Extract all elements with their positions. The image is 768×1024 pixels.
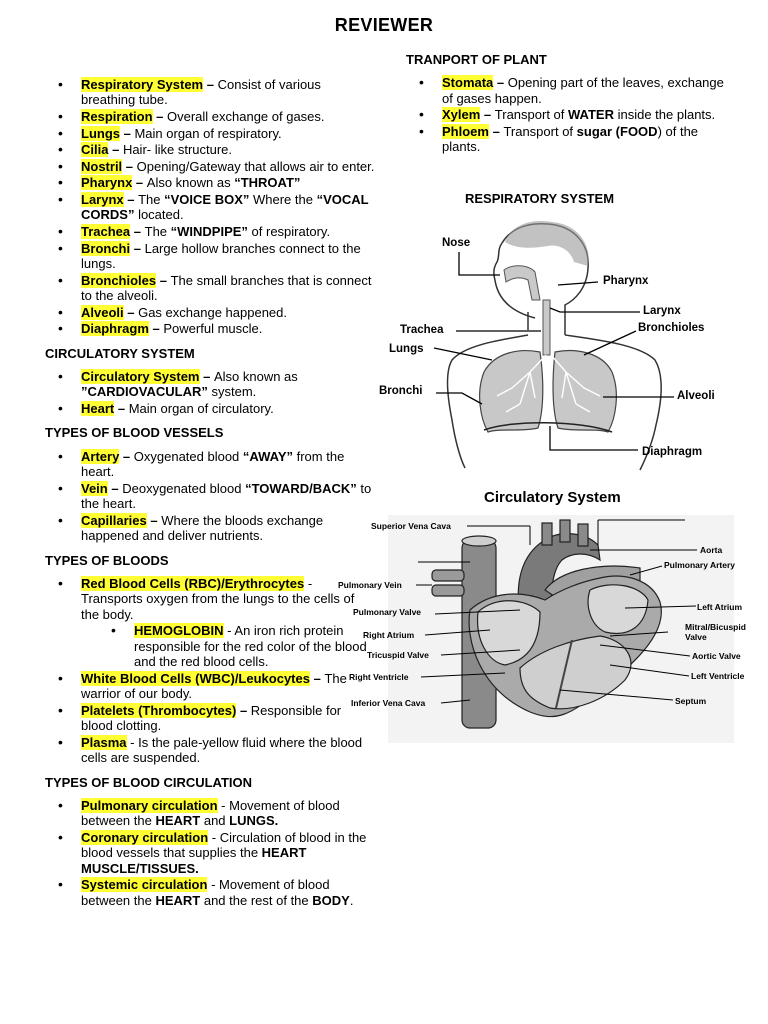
term-highlight: Systemic circulation [81,877,208,893]
term-separator: - [207,877,220,893]
definition-text: Powerful muscle. [163,321,263,337]
emphasis-text: ”CARDIOVACULAR” [81,384,208,400]
term-highlight: Artery [81,448,120,464]
label-septum: Septum [675,696,707,706]
term-highlight: Stomata [442,75,494,91]
definition-text: Opening part of the leaves, exchange of gases happen. [442,75,724,106]
label-aorta: Aorta [700,545,723,555]
term-highlight: Circulatory System [81,368,200,384]
definition-text: Also known as [146,175,235,191]
emphasis-text: “VOCAL CORDS” [81,191,369,223]
label-pulmonary-valve: Pulmonary Valve [353,607,422,617]
plant-heading: TRANPORT OF PLANT [406,52,547,67]
definition-text: Also known as [213,368,298,384]
label-alveoli: Alveoli [677,390,715,402]
term-separator: – [107,480,123,496]
definition-text: Responsible for blood clotting. [81,702,342,734]
definition-text: Opening/Gateway that allows air to enter. [136,158,375,174]
emphasis-text: LUNGS. [229,813,279,829]
label-trachea: Trachea [400,324,444,336]
term-separator: – [148,321,164,337]
definition-text: Deoxygenated blood [122,480,246,496]
term-separator: - [304,576,313,591]
definition-text: Hair- like structure. [122,142,233,158]
term-highlight: Bronchi [81,240,131,256]
term-highlight: Respiration [81,109,153,124]
term-separator: – [156,272,171,288]
definition-text: Large hollow branches connect to the lungs. [81,240,361,271]
label-right-atrium: Right Atrium [363,630,415,640]
term-highlight: Plasma [81,734,127,750]
definition-text: Transports oxygen from the lungs to the cells of the body. [81,591,355,622]
term-highlight: Phloem [442,124,489,139]
term-highlight: Vein [81,480,108,496]
term-separator: – [130,223,145,239]
definition-text: Consist of various breathing tube. [81,77,321,108]
label-superior-vena-cava: Superior Vena Cava [371,521,451,531]
definition-text: system. [207,384,257,400]
term-separator: – [488,124,504,139]
definition-text: Main organ of circulatory. [128,400,274,416]
term-separator: – [309,670,325,686]
definition-text: Gas exchange happened. [138,304,287,320]
term-highlight: Red Blood Cells (RBC)/Erythrocytes [81,576,305,591]
definition-text: The small branches that is connect to the alveoli. [81,272,372,303]
bloods-heading: TYPES OF BLOODS [45,552,169,568]
term-highlight: Heart [81,400,115,416]
emphasis-text: WATER [568,107,614,123]
definition-text: Overall exchange of gases. [166,109,325,124]
term-highlight: Lungs [81,125,120,141]
label-lungs: Lungs [389,343,424,355]
label-mitral-valve: Mitral/Bicuspid Valve [685,622,746,642]
label-bronchi: Bronchi [379,385,423,397]
definition-text: located. [134,207,184,223]
term-separator: - [223,623,235,639]
term-separator: - [126,734,139,750]
term-separator: – [132,175,147,191]
term-separator: - [208,830,220,846]
term-separator: – [123,191,139,207]
respiratory-diagram-title: RESPIRATORY SYSTEM [465,191,615,206]
circulatory-heading: CIRCULATORY SYSTEM [45,345,195,361]
term-highlight: White Blood Cells (WBC)/Leukocytes [81,670,310,686]
term-highlight: Nostril [81,158,123,174]
definition-text: Is the pale-yellow fluid where the blood cells are suspended. [81,734,363,766]
definition-text: from the heart. [81,448,345,480]
term-separator: – [130,240,145,256]
definition-text: to the heart. [81,480,372,512]
label-pulmonary-artery: Pulmonary Artery [664,560,736,570]
term-highlight: Capillaries [81,512,147,528]
term-separator: – [146,512,162,528]
term-highlight: Cilia [81,142,109,158]
term-separator: – [122,158,137,174]
definition-text: ) of the plants. [442,124,699,155]
term-separator: – [114,400,129,416]
definition-text: . [349,892,354,908]
definition-text: Main organ of respiratory. [134,125,282,141]
definition-text: An iron rich protein responsible for the red color of the blood and the red blood cells. [134,623,367,670]
definition-text: Where the [249,191,317,207]
blood-vessels-heading: TYPES OF BLOOD VESSELS [45,425,224,441]
definition-text: Movement of blood between the [81,877,330,908]
term-highlight: Bronchioles [81,272,157,288]
label-diaphragm: Diaphragm [642,446,703,458]
term-separator: – [480,107,495,123]
emphasis-text: sugar (FOOD [576,124,658,139]
blood-circulation-heading: TYPES OF BLOOD CIRCULATION [45,774,253,790]
term-separator: - [217,798,230,814]
page-title: REVIEWER [334,15,434,35]
label-nose: Nose [442,237,471,249]
emphasis-text: “THROAT” [234,175,301,191]
term-highlight: Larynx [81,191,124,207]
label-aortic-valve: Aortic Valve [692,651,741,661]
definition-text: The warrior of our body. [81,670,347,702]
label-left-atrium: Left Atrium [697,602,743,612]
label-pharynx: Pharynx [603,275,649,287]
definition-text: Oxygenated blood [133,448,243,464]
label-pulmonary-vein: Pulmonary Vein [338,580,402,590]
emphasis-text: “VOICE BOX” [164,191,250,207]
term-highlight: Diaphragm [81,321,149,337]
definition-text: of respiratory. [247,223,331,239]
definition-text: inside the plants. [613,107,716,123]
term-separator: – [119,448,134,464]
label-bronchioles: Bronchioles [638,322,705,334]
circulatory-diagram-title: Circulatory System [484,489,621,506]
term-highlight: Coronary circulation [81,830,209,846]
definition-text: Transport of [503,124,577,139]
emphasis-text: HEART [155,892,201,908]
term-separator: – [203,77,218,92]
term-highlight: Trachea [81,223,131,239]
emphasis-text: HEART MUSCLE/TISSUES. [81,845,307,876]
emphasis-text: “TOWARD/BACK” [245,480,357,496]
definition-text: and [200,813,230,829]
emphasis-text: “WINDPIPE” [170,223,248,239]
definition-text: and the rest of the [200,892,313,908]
definition-text: Transport of [494,107,568,123]
label-right-ventricle: Right Ventricle [349,672,409,682]
term-highlight: Pulmonary circulation [81,798,218,814]
definition-text: Movement of blood between the [81,798,340,829]
term-separator: – [108,142,123,158]
label-inferior-vena-cava: Inferior Vena Cava [351,698,426,708]
term-highlight: Alveoli [81,304,124,320]
definition-text: The [138,191,165,207]
emphasis-text: “AWAY” [242,448,293,464]
term-separator: – [493,75,508,91]
term-highlight: Xylem [442,107,481,123]
term-highlight: HEMOGLOBIN [134,623,224,639]
term-separator: – [199,368,214,384]
term-highlight: Platelets (Thrombocytes) [81,702,237,718]
emphasis-text: BODY [312,892,350,908]
definition-text: The [144,223,171,239]
definition-text: Where the bloods exchange happened and deliver nutrients. [81,512,324,544]
term-separator: – [120,125,135,141]
emphasis-text: HEART [155,813,201,829]
term-separator: – [236,702,251,718]
label-left-ventricle: Left Ventricle [691,671,745,681]
term-separator: – [123,304,139,320]
term-highlight: Respiratory System [81,77,204,92]
term-separator: – [152,109,167,124]
label-tricuspid-valve: Tricuspid Valve [367,650,429,660]
definition-text: Circulation of blood in the blood vessels that supplies the [81,830,367,861]
term-highlight: Pharynx [81,175,133,191]
label-larynx: Larynx [643,305,681,317]
